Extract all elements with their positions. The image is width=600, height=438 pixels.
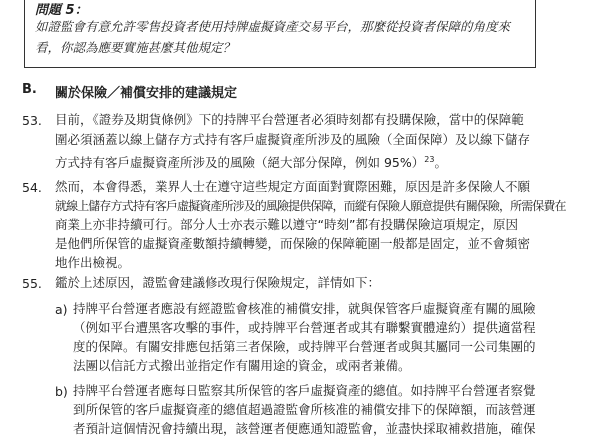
section-letter: B.	[22, 82, 37, 97]
paragraph-number: 55.	[22, 276, 42, 291]
paragraph-line: 商業上亦非持續可行。部分人士亦表示難以遵守“時刻”都有投購保險這項規定，原因	[55, 217, 518, 232]
section-title: 關於保險／補償安排的建議規定	[55, 86, 238, 101]
footnote-marker: 23	[424, 155, 435, 164]
question-box	[24, 0, 536, 68]
question-title: 問題 5：	[35, 3, 88, 18]
list-item-line: （例如平台遭黑客攻擊的事件，或持牌平台營運者或其有聯繫實體違約）提供適當程	[73, 320, 536, 335]
list-item-line: 者預計這個情況會持續出現，該營運者便應通知證監會，並盡快採取補救措施，確保	[73, 421, 536, 436]
paragraph-line: 就線上儲存方式持有客戶虛擬資產所涉及的風險提供保障，而縱有保險人願意提供有關保險，所需保費在	[55, 199, 566, 213]
question-line: 看，你認為應要實施甚麼其他規定？	[35, 40, 236, 55]
paragraph-line: 鑑於上述原因，證監會建議修改現行保險規定，詳情如下：	[55, 275, 381, 290]
paragraph-line: 地作出檢視。	[55, 255, 131, 270]
list-item-line: 持牌平台營運者應設有經證監會核准的補償安排，就與保管客戶虛擬資產有關的風險	[73, 301, 536, 316]
paragraph-line-text: 方式持有客戶虛擬資產所涉及的風險（絕大部分保障，例如 95%）	[55, 155, 425, 171]
paragraph-line: 目前，《證券及期貨條例》下的持牌平台營運者必須時刻都有投購保險，當中的保障範	[55, 112, 524, 127]
paragraph-line-with-footnote	[55, 151, 447, 172]
paragraph-number: 53.	[22, 113, 42, 128]
list-item-label: a)	[55, 302, 68, 317]
list-item-line: 持牌平台營運者應每日監察其所保管的客戶虛擬資產的總值。如持牌平台營運者察覺	[73, 383, 536, 398]
list-item-line: 法團以信託方式撥出並指定作有關用途的資金，或兩者兼備。	[73, 358, 411, 373]
paragraph-line: 圍必須涵蓋以線上儲存方式持有客戶虛擬資產所涉及的風險（全面保障）及以線下儲存	[55, 132, 531, 147]
list-item-line: 到所保管的客戶虛擬資產的總值超過證監會所核准的補償安排下的保障額，而該營運	[73, 402, 536, 417]
list-item-line: 度的保障。有關安排應包括第三者保險，或持牌平台營運者或與其屬同一公司集團的	[73, 339, 536, 354]
paragraph-line: 然而，本會得悉，業界人士在遵守這些規定方面面對實際困難，原因是許多保險人不願	[55, 179, 531, 194]
question-line: 如證監會有意允許零售投資者使用持牌虛擬資產交易平台，那麼從投資者保障的角度來	[35, 19, 511, 34]
list-item-label: b)	[55, 384, 68, 399]
paragraph-number: 54.	[22, 180, 42, 195]
paragraph-line: 是他們所保管的虛擬資產數額持續轉變，而保險的保障範圍一般都是固定，並不會頻密	[55, 236, 531, 251]
paragraph-line-end: 。	[434, 155, 447, 171]
